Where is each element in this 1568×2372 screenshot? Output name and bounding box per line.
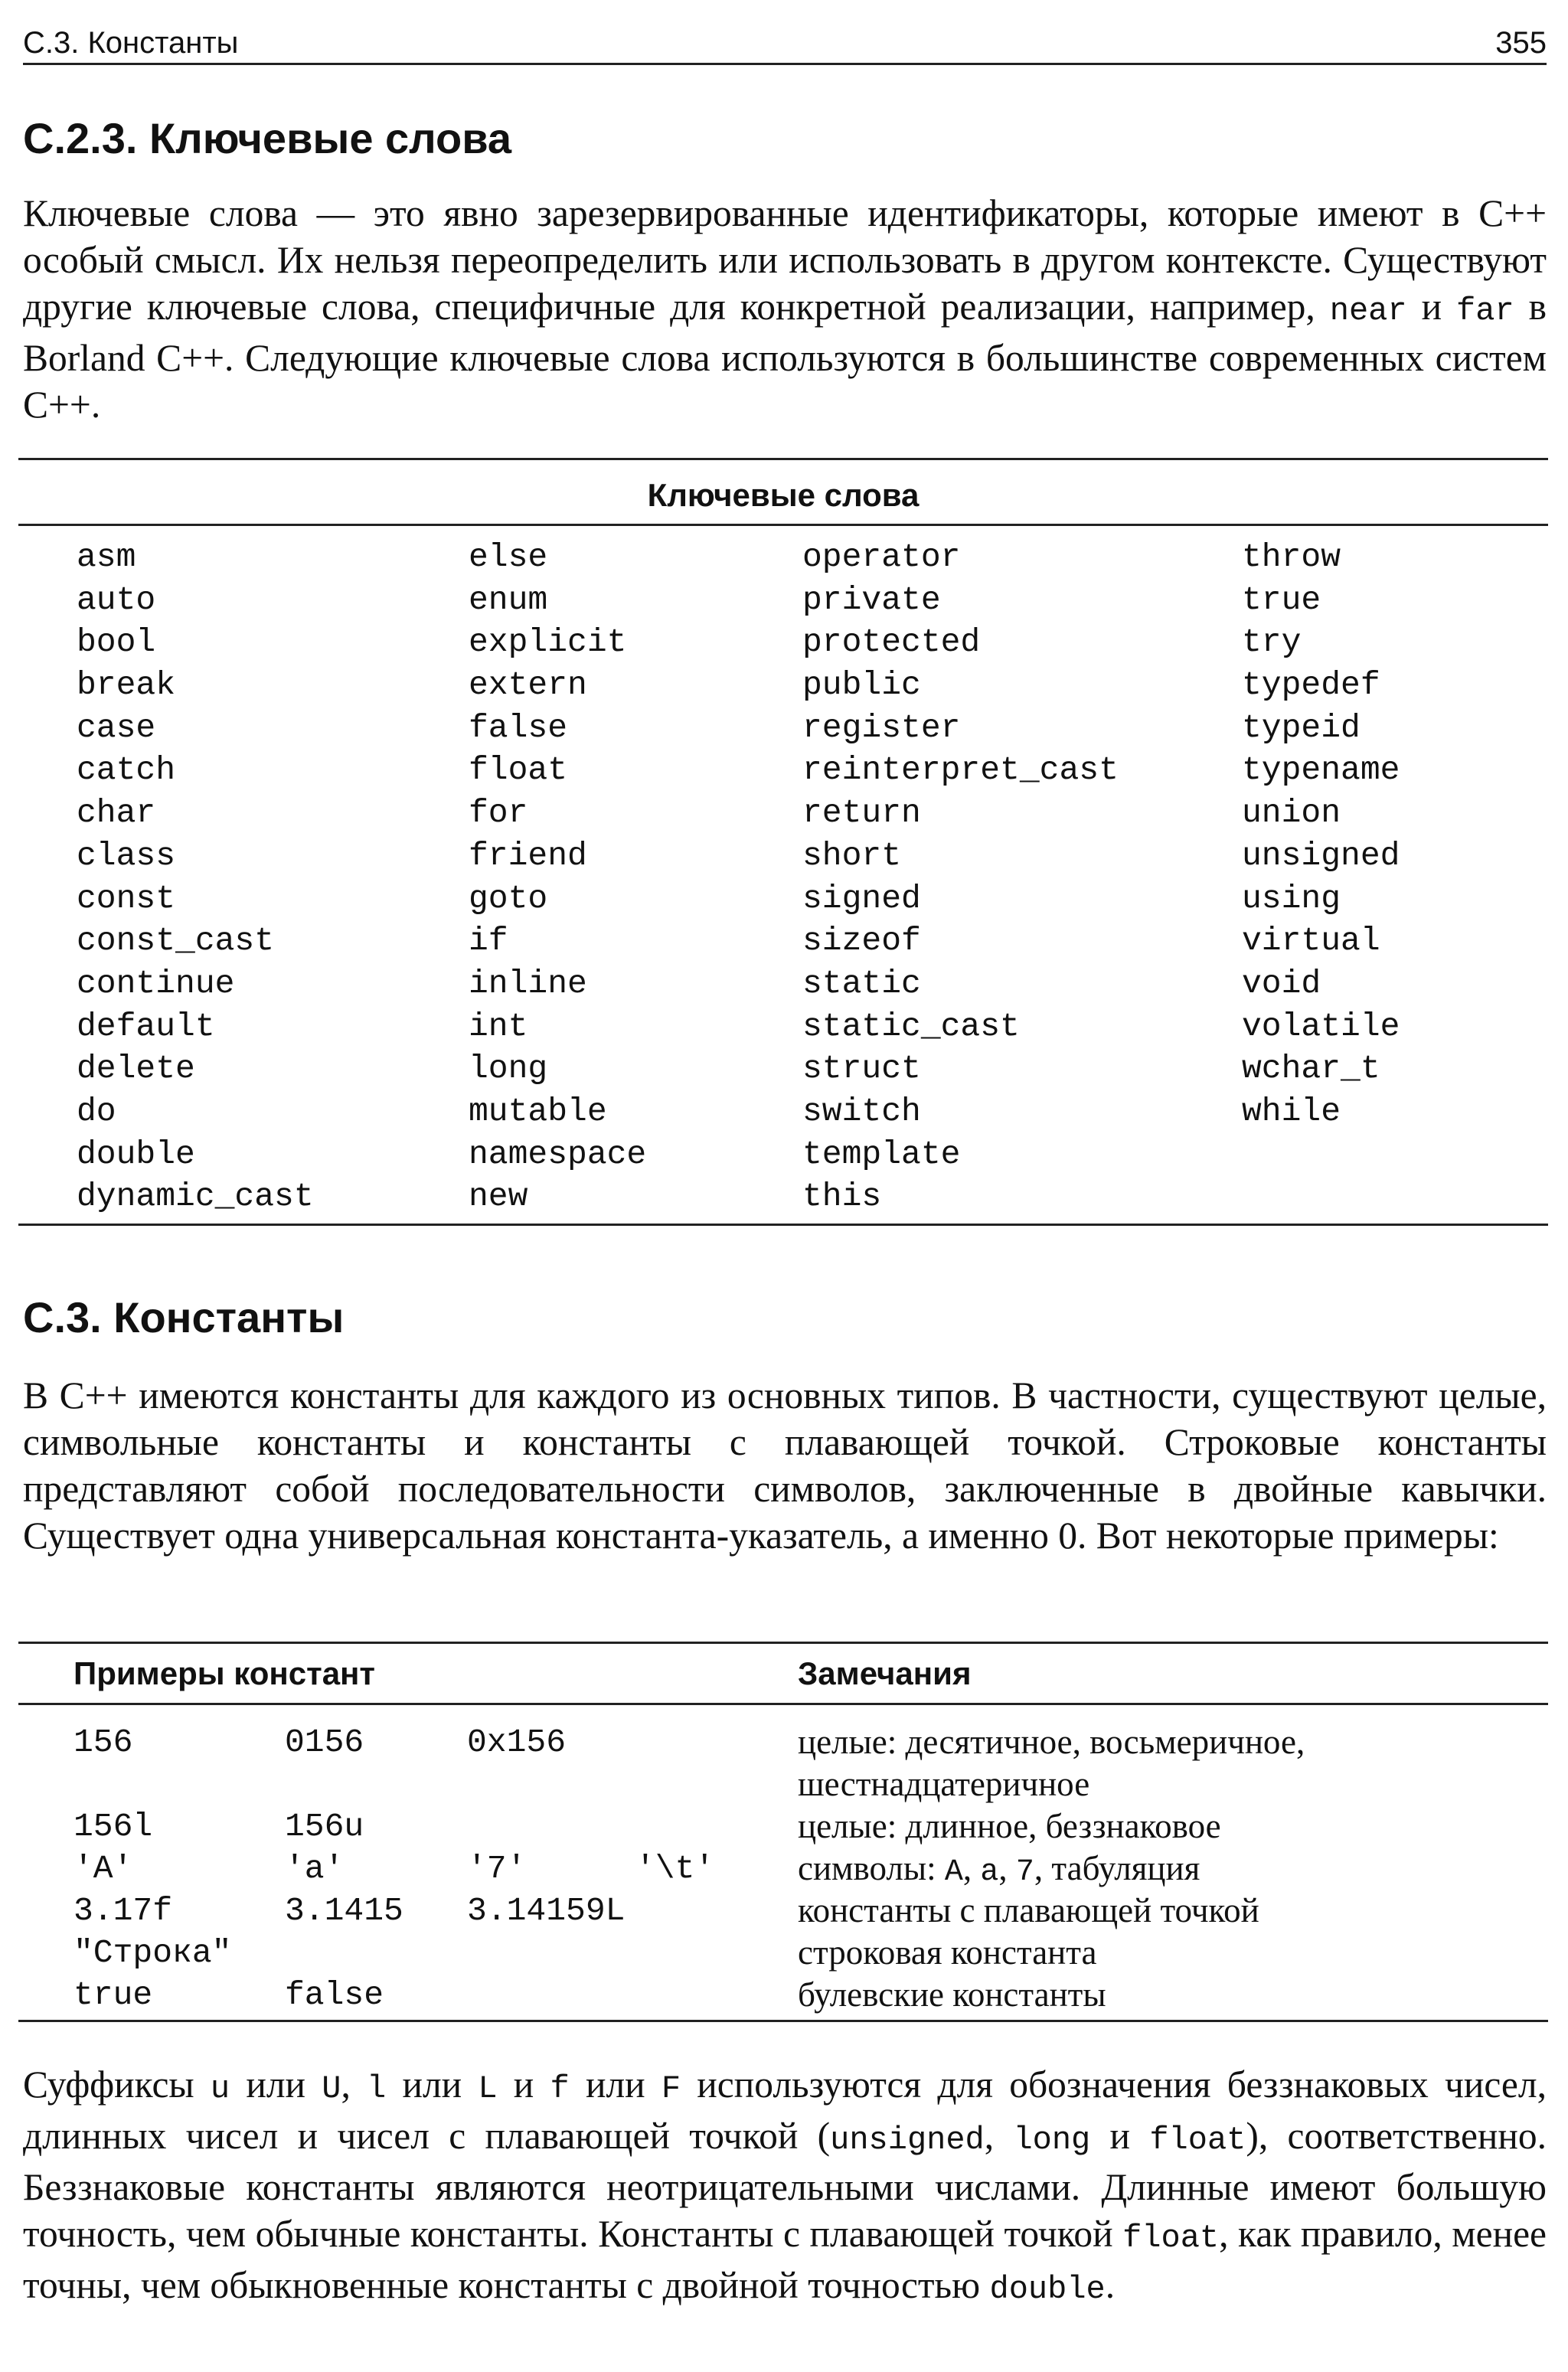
keyword-cell: typeid — [1242, 708, 1361, 747]
keyword-cell: true — [1242, 580, 1321, 619]
keyword-cell: namespace — [469, 1135, 647, 1173]
keyword-cell: static_cast — [802, 1007, 1020, 1045]
constant-example: true — [74, 1976, 153, 2014]
keyword-cell: break — [77, 666, 176, 704]
keyword-cell: public — [802, 666, 921, 704]
keyword-cell: catch — [77, 751, 176, 789]
keyword-cell: throw — [1242, 538, 1341, 576]
running-header-section: С.3. Константы — [23, 26, 239, 60]
constants-table-header-rule — [18, 1703, 1548, 1705]
constant-example: 0156 — [285, 1723, 364, 1761]
keyword-cell: asm — [77, 538, 136, 576]
keyword-cell: goto — [469, 879, 548, 917]
keyword-cell: template — [802, 1135, 961, 1173]
code-far: far — [1456, 292, 1514, 329]
keyword-cell: double — [77, 1135, 195, 1173]
constant-example: 3.1415 — [285, 1892, 403, 1929]
keyword-cell: virtual — [1242, 922, 1380, 960]
keyword-cell: return — [802, 794, 921, 832]
keyword-cell: operator — [802, 538, 961, 576]
keyword-cell: union — [1242, 794, 1341, 832]
constants-table-bottom-rule — [18, 2020, 1548, 2022]
keyword-cell: friend — [469, 836, 587, 874]
table-row — [0, 1848, 1568, 1890]
constant-example: 0x156 — [467, 1723, 567, 1761]
keyword-cell: void — [1242, 964, 1321, 1002]
keyword-cell: do — [77, 1092, 116, 1130]
keywords-table-title: Ключевые слова — [647, 477, 920, 513]
keyword-cell: protected — [802, 623, 981, 662]
constant-example: 'A' — [74, 1850, 133, 1887]
constants-paragraph: В С++ имеются константы для каждого из основных типов. В частности, существуют целые, символьные константы и константы с плавающей точкой. Строковые константы представляют собой последовательности символов, заключенные в двойные кавычки. Существует одна универсальная константа-указатель, а именно 0. Вот некоторые примеры: — [23, 1374, 1547, 1557]
keyword-cell: typedef — [1242, 666, 1380, 704]
keyword-cell: dynamic_cast — [77, 1178, 314, 1216]
constants-heading: С.3. Константы — [23, 1293, 345, 1341]
keywords-table — [0, 536, 1568, 1225]
suffix-paragraph: Суффиксы u или U, l или L и f или F используются для обозначения беззнаковых чисел, длинных чисел и чисел с плавающей точкой (unsigned, long и float), соответственно. Беззнаковые константы являются неотрицательными числами. Длинные имеют большую точность, чем обычные константы. Константы с плавающей точкой float, как правило, менее точны, чем обыкновенные константы с двойной точностью double. — [23, 2063, 1547, 2308]
keyword-cell: inline — [469, 964, 587, 1002]
keyword-cell: short — [802, 836, 902, 874]
keywords-column-4 — [1242, 536, 1400, 1133]
keyword-cell: this — [802, 1178, 882, 1216]
keyword-cell: private — [802, 580, 941, 619]
table-row — [0, 1721, 1568, 1805]
constant-example: 156 — [74, 1723, 133, 1761]
keywords-table-bottom-rule — [18, 1224, 1548, 1226]
constant-example: '7' — [467, 1850, 527, 1887]
running-header — [23, 23, 1547, 65]
keywords-table-top-rule — [18, 458, 1548, 460]
table-row — [0, 1890, 1568, 1932]
keyword-cell: register — [802, 708, 961, 747]
code-near: near — [1329, 292, 1407, 329]
keyword-cell: struct — [802, 1050, 921, 1088]
keyword-cell: int — [469, 1007, 528, 1045]
keyword-cell: sizeof — [802, 922, 921, 960]
keyword-cell: default — [77, 1007, 215, 1045]
keyword-cell: extern — [469, 666, 587, 704]
table-row — [0, 1974, 1568, 2016]
keyword-cell: signed — [802, 879, 921, 917]
keywords-column-3 — [802, 536, 1119, 1218]
keyword-cell: switch — [802, 1092, 921, 1130]
table-row — [0, 1805, 1568, 1848]
keyword-cell: reinterpret_cast — [802, 751, 1119, 789]
constant-note: булевские константы — [798, 1975, 1106, 2014]
keyword-cell: continue — [77, 964, 235, 1002]
constant-example: "Строка" — [74, 1934, 232, 1972]
keyword-cell: const_cast — [77, 922, 275, 960]
keyword-cell: enum — [469, 580, 548, 619]
keyword-cell: using — [1242, 879, 1341, 917]
constant-example: 3.14159L — [467, 1892, 626, 1929]
constants-table — [0, 1721, 1568, 2016]
constant-note: целые: десятичное, восьмеричное, шестнадцатеричное — [798, 1723, 1305, 1803]
keyword-cell: class — [77, 836, 176, 874]
constant-note: константы с плавающей точкой — [798, 1891, 1259, 1929]
constant-example: 3.17f — [74, 1892, 173, 1929]
keywords-heading: С.2.3. Ключевые слова — [23, 114, 512, 162]
keyword-cell: float — [469, 751, 568, 789]
constant-note: строковая константа — [798, 1933, 1097, 1972]
keyword-cell: case — [77, 708, 156, 747]
constants-table-top-rule — [18, 1642, 1548, 1644]
keyword-cell: delete — [77, 1050, 195, 1088]
constant-note: целые: длинное, беззнаковое — [798, 1807, 1221, 1845]
keyword-cell: for — [469, 794, 528, 832]
keyword-cell: long — [469, 1050, 548, 1088]
header-notes: Замечания — [798, 1655, 972, 1691]
keyword-cell: try — [1242, 623, 1302, 662]
constant-example: 'a' — [285, 1850, 345, 1887]
constant-example: 156l — [74, 1808, 153, 1845]
constant-note: символы: A, a, 7, табуляция — [798, 1849, 1200, 1890]
constant-example: false — [285, 1976, 384, 2014]
keyword-cell: bool — [77, 623, 156, 662]
page-number: 355 — [1495, 26, 1547, 60]
keyword-cell: const — [77, 879, 176, 917]
keyword-cell: if — [469, 922, 508, 960]
keyword-cell: explicit — [469, 623, 627, 662]
keyword-cell: new — [469, 1178, 528, 1216]
constant-example: '\t' — [635, 1850, 715, 1887]
keyword-cell: unsigned — [1242, 836, 1400, 874]
keywords-paragraph: Ключевые слова — это явно зарезервированные идентификаторы, которые имеют в С++ особый смысл. Их нельзя переопределить или использовать в другом контексте. Существуют другие ключевые слова, специфичные для конкретной реализации, например, near и far в Borland C++. Следующие ключевые слова используются в большинстве современных систем С++. — [23, 192, 1547, 426]
table-row — [0, 1932, 1568, 1974]
keyword-cell: mutable — [469, 1092, 607, 1130]
keyword-cell: static — [802, 964, 921, 1002]
keyword-cell: typename — [1242, 751, 1400, 789]
keyword-cell: wchar_t — [1242, 1050, 1380, 1088]
keyword-cell: char — [77, 794, 156, 832]
keyword-cell: else — [469, 538, 548, 576]
keyword-cell: auto — [77, 580, 156, 619]
constant-example: 156u — [285, 1808, 364, 1845]
keywords-column-1 — [77, 536, 314, 1218]
keyword-cell: while — [1242, 1092, 1341, 1130]
keywords-table-header-rule — [18, 524, 1548, 526]
keyword-cell: volatile — [1242, 1007, 1400, 1045]
keywords-column-2 — [469, 536, 646, 1218]
keyword-cell: false — [469, 708, 568, 747]
header-examples: Примеры констант — [74, 1655, 375, 1691]
